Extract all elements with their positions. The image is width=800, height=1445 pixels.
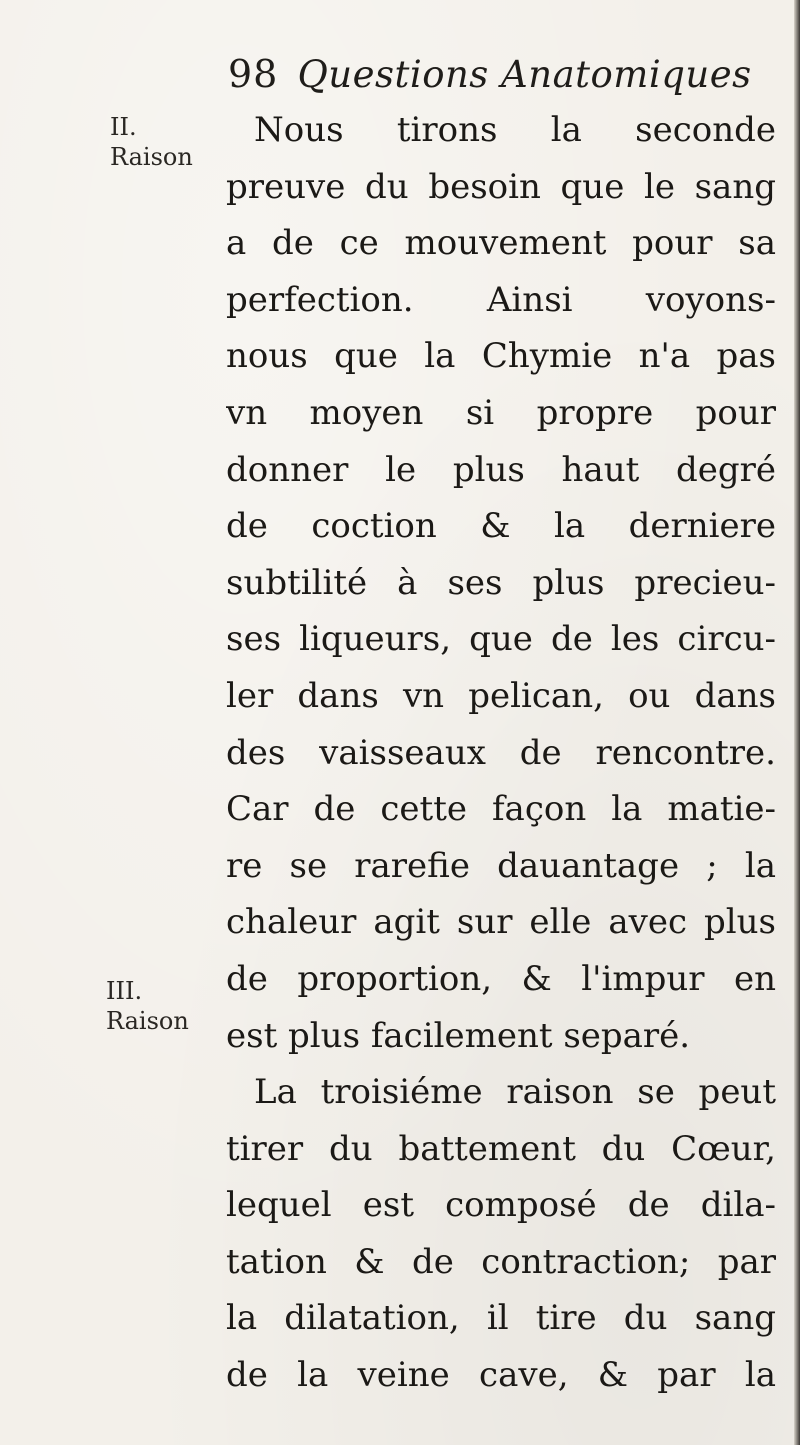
page-header <box>228 52 752 96</box>
text-line: ses liqueurs, que de les circu- <box>226 619 776 660</box>
text-line: de coction & la derniere <box>226 506 776 547</box>
text-line: preuve du besoin que le sang <box>226 166 776 207</box>
text-line: vn moyen si propre pour <box>226 392 776 433</box>
margin-note-second-reason <box>110 112 193 172</box>
text-line: donner le plus haut degré <box>226 449 776 490</box>
text-line: des vaisseaux de rencontre. <box>226 732 776 773</box>
margin-note-third-reason <box>106 976 189 1036</box>
text-line: tation & de contraction; par <box>226 1241 776 1282</box>
text-line: subtilité à ses plus precieu- <box>226 562 776 603</box>
text-line: de la veine cave, & par la <box>226 1355 776 1396</box>
body-text <box>226 102 776 1404</box>
margin-note-numeral: II. <box>110 113 137 141</box>
text-line: La troisiéme raison se peut <box>254 1072 776 1113</box>
text-line: de proportion, & l'impur en <box>226 958 776 999</box>
running-title: Questions Anatomiques <box>297 53 752 96</box>
text-line: perfection. Ainsi voyons- <box>226 279 776 320</box>
text-line: la dilatation, il tire du sang <box>226 1298 776 1339</box>
margin-note-numeral: III. <box>106 977 143 1005</box>
text-line: Nous tirons la seconde <box>254 110 776 150</box>
text-line: ler dans vn pelican, ou dans <box>226 675 776 716</box>
text-line: est plus facilement separé. <box>226 1015 691 1056</box>
text-line: chaleur agit sur elle avec plus <box>226 902 776 943</box>
text-line: Car de cette façon la matie- <box>226 789 776 830</box>
page-edge-shadow <box>794 0 800 1445</box>
text-line: nous que la Chymie n'a pas <box>226 336 776 377</box>
text-line: a de ce mouvement pour sa <box>226 223 776 264</box>
text-line: tirer du battement du Cœur, <box>226 1128 776 1169</box>
text-line: lequel est composé de dila- <box>226 1185 776 1226</box>
page-number: 98 <box>228 52 279 96</box>
margin-note-label: Raison <box>110 143 193 171</box>
text-line: re se rarefie dauantage ; la <box>226 845 776 886</box>
margin-note-label: Raison <box>106 1007 189 1035</box>
